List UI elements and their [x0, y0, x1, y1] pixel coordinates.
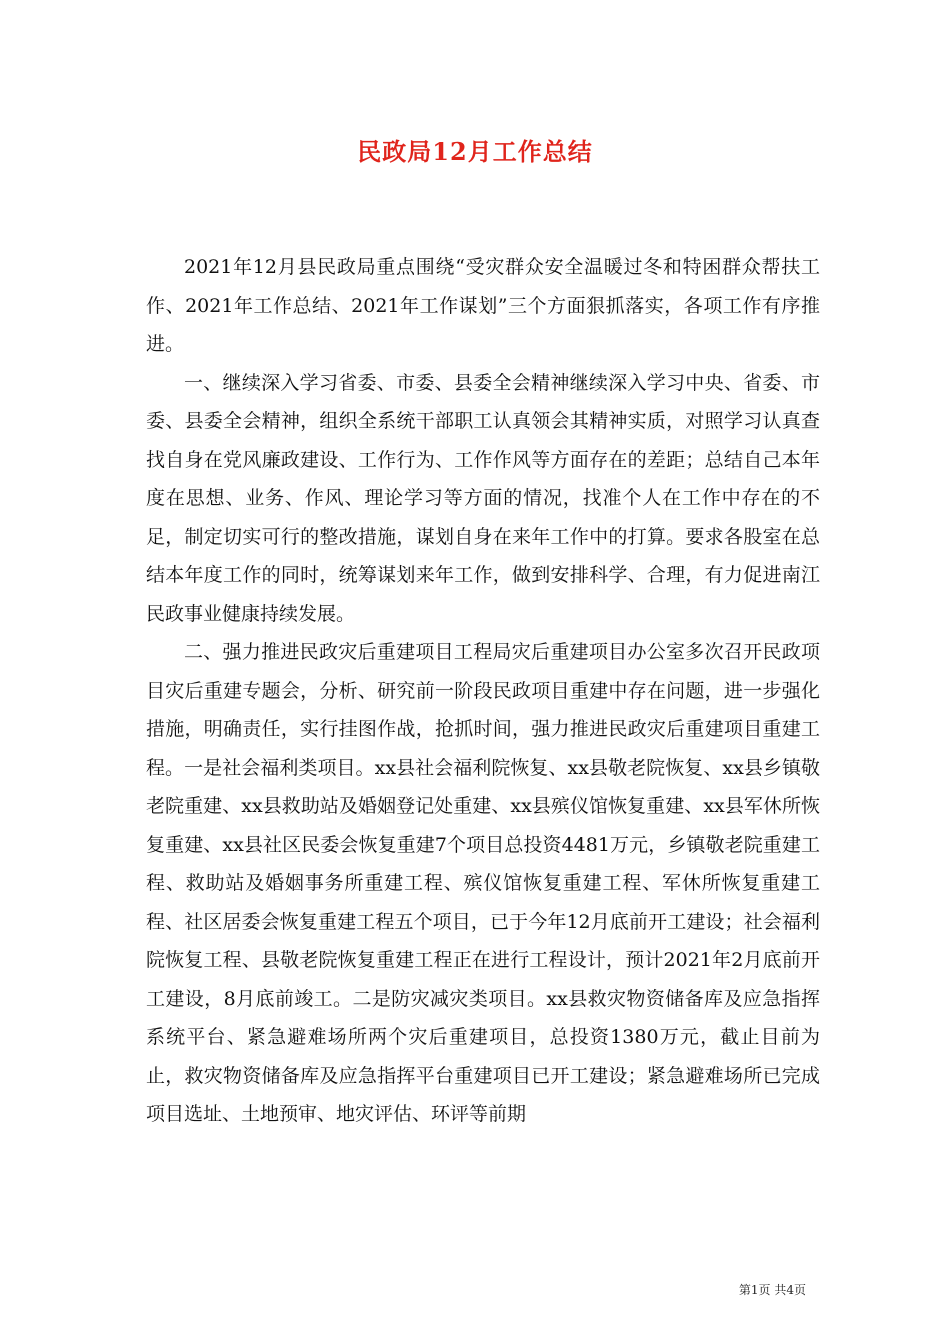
paragraph-section-one: 一、继续深入学习省委、市委、县委全会精神继续深入学习中央、省委、市委、县委全会精神，组织全系统干部职工认真领会其精神实质，对照学习认真查找自身在党风廉政建设、工作行为、工作作风等方面存在的差距；总结自己本年度在思想、业务、作风、理论学习等方面的情况，找准个人在工作中存在的不足，制定切实可行的整改措施，谋划自身在来年工作中的打算。要求各股室在总结本年度工作的同时，统筹谋划来年工作，做到安排科学、合理，有力促进南江民政事业健康持续发展。 — [146, 371, 820, 625]
document-title: 民政局12月工作总结 — [357, 137, 593, 166]
paragraph-intro: 2021年12月县民政局重点围绕“受灾群众安全温暖过冬和特困群众帮扶工作、2021年工作总结、2021年工作谋划”三个方面狠抓落实，各项工作有序推进。 — [146, 256, 820, 355]
page-number: 第1页 共4页 — [738, 1283, 806, 1297]
paragraph-section-two: 二、强力推进民政灾后重建项目工程局灾后重建项目办公室多次召开民政项目灾后重建专题会，分析、研究前一阶段民政项目重建中存在问题，进一步强化措施，明确责任，实行挂图作战，抢抓时间，强力推进民政灾后重建项目重建工程。一是社会福利类项目。xx县社会福利院恢复、xx县敬老院恢复、xx县乡镇敬老院重建、xx县救助站及婚姻登记处重建、xx县殡仪馆恢复重建、xx县军休所恢复重建、xx县社区民委会恢复重建7个项目总投资4481万元，乡镇敬老院重建工程、救助站及婚姻事务所重建工程、殡仪馆恢复重建工程、军休所恢复重建工程、社区居委会恢复重建工程五个项目，已于今年12月底前开工建设；社会福利院恢复工程、县敬老院恢复重建工程正在进行工程设计，预计2021年2月底前开工建设，8月底前竣工。二是防灾减灾类项目。xx县救灾物资储备库及应急指挥系统平台、紧急避难场所两个灾后重建项目，总投资1380万元，截止目前为止，救灾物资储备库及应急指挥平台重建项目已开工建设；紧急避难场所已完成项目选址、土地预审、地灾评估、环评等前期 — [146, 641, 820, 1125]
document-body — [146, 248, 820, 1134]
